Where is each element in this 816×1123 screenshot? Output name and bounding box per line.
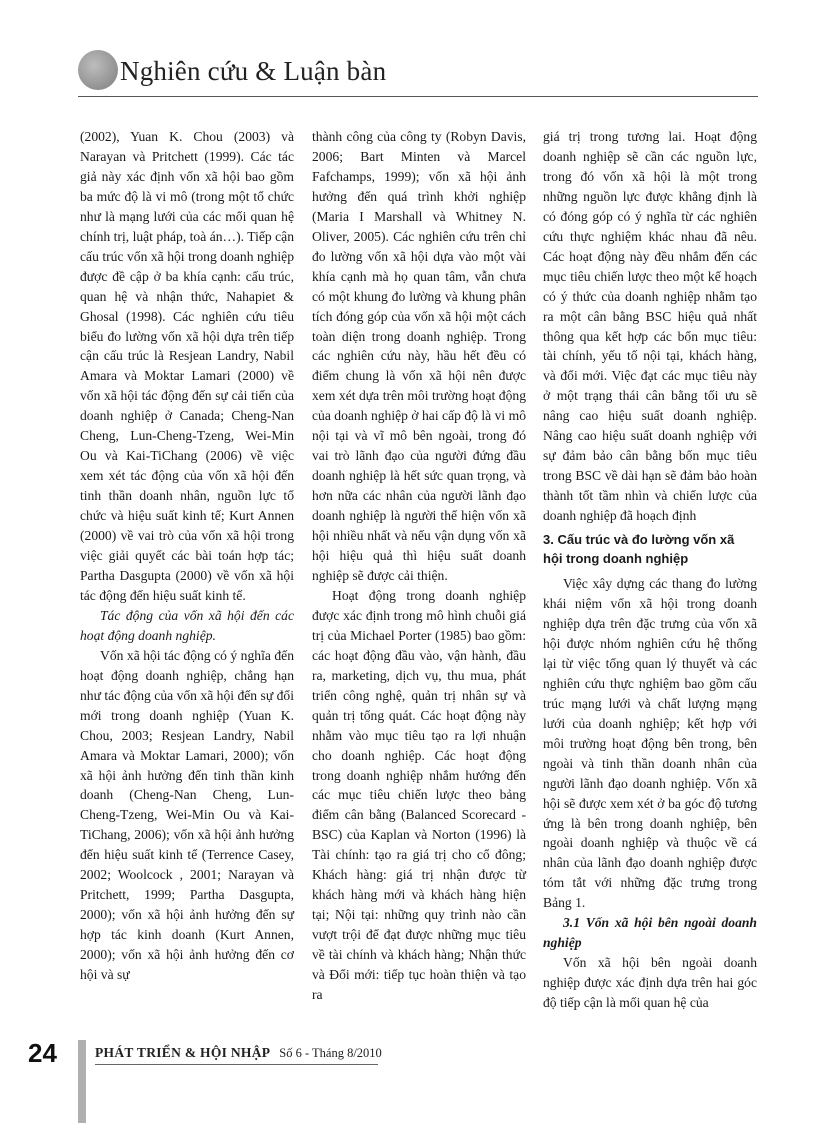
- text-column-3: [543, 127, 757, 1013]
- page-number: 24: [28, 1038, 57, 1068]
- journal-title: PHÁT TRIỂN & HỘI NHẬP: [95, 1045, 270, 1060]
- paragraph: Vốn xã hội bên ngoài doanh nghiệp được xác định dựa trên hai góc độ tiếp cận là mối quan hệ của: [543, 955, 757, 1011]
- paragraph: Hoạt động trong doanh nghiệp được xác định trong mô hình chuỗi giá trị của Michael Porter (1985) bao gồm: các hoạt động đầu vào, vận hành, đầu ra, marketing, dịch vụ, thu mua, phát triển công nghệ, quản trị nhân sự và quản trị tổng quát. Các hoạt động này nhằm vào mục tiêu tạo ra lợi nhuận cho doanh nghiệp. Các hoạt động trong doanh nghiệp nhắm hướng đến các mục tiêu chiến lược theo bảng điểm cân bằng (Balanced Scorecard - BSC) của Kaplan và Norton (1996) là Tài chính: tạo ra giá trị cho cổ đông; Khách hàng: giá trị nhận được từ khách hàng mới và khách hàng hiện tại; Nội tại: những quy trình nào cần vượt trội để đạt được những mục tiêu về tài chính và khách hàng; Nhận thức và Đổi mới: tiếp tục hoàn thiện và tạo ra: [312, 587, 526, 1002]
- section-heading: 3. Cấu trúc và đo lường vốn xã hội trong doanh nghiệp: [543, 532, 735, 567]
- header-circle-ornament: [78, 50, 118, 90]
- text-column-1: [80, 127, 294, 985]
- issue-label: Số 6 - Tháng 8/2010: [279, 1046, 382, 1060]
- header-divider: [78, 96, 758, 97]
- journal-name: [95, 1045, 382, 1061]
- footer-bar: [78, 1040, 86, 1123]
- paragraph: Vốn xã hội tác động có ý nghĩa đến hoạt động doanh nghiệp, chẳng hạn như tác động của vốn xã hội đến sự đổi mới trong doanh nghiệp (Yuan K. Chou, 2003; Resjean Landry, Nabil Amara và Moktar Lamari, 2000); vốn xã hội ảnh hưởng đến tinh thần kinh doanh (Cheng-Nan Cheng, Lun-Cheng-Tzeng, Wei-Min Ou và Kai-TiChang, 2006); vốn xã hội ảnh hưởng đến hiệu suất kinh tế (Terrence Casey, 2002; Woolcock , 2001; Narayan và Pritchett, 1999; Partha Dasgupta, 2000); vốn xã hội ảnh hưởng đến sự hợp tác kinh doanh (Kurt Annen, 2000); vốn xã hội ảnh hưởng đến cơ hội và sự: [80, 647, 294, 983]
- paragraph: Việc xây dựng các thang đo lường khái niệm vốn xã hội trong doanh nghiệp dựa trên đặc trưng của vốn xã hội được nhóm nghiên cứu hệ thống lại từ việc tổng quan lý thuyết và các nghiên cứu thực nghiệm bao gồm cấu trúc mạng lưới và chất lượng mạng lưới của doanh nghiệp; kết hợp với môi trường hoạt động bên trong, bên ngoài và tinh thần doanh nhân của người lãnh đạo doanh nghiệp. Vốn xã hội sẽ được xem xét ở ba góc độ tương ứng là bên trong doanh nghiệp, bên ngoài doanh nghiệp và thuộc về cá nhân của lãnh đạo doanh nghiệp được tóm tắt với những đặc trưng trong Bảng 1.: [543, 576, 757, 911]
- section-title: Nghiên cứu & Luận bàn: [120, 56, 387, 86]
- italic-paragraph: Tác động của vốn xã hội đến các hoạt động doanh nghiệp.: [80, 607, 294, 643]
- paragraph: giá trị trong tương lai. Hoạt động doanh nghiệp sẽ cần các nguồn lực, trong đó vốn xã hội là một trong những nguồn lực được khẳng định là có đóng góp có ý nghĩa từ các nghiên cứu thực nghiệm khác nhau đã nêu. Các hoạt động này đều nhắm đến các mục tiêu chiến lược theo một kế hoạch có ý thức của doanh nghiệp nhằm tạo ra một cân bằng BSC hiệu quả nhất thông qua kết hợp các bốn mục tiêu: tài chính, yếu tố nội tại, khách hàng, và đổi mới. Việc đạt các mục tiêu này ở một trạng thái cân bằng tối ưu sẽ nâng cao hiệu suất doanh nghiệp. Nâng cao hiệu suất doanh nghiệp với sự đảm bảo cân bằng bốn mục tiêu trong BSC về dài hạn sẽ đảm bảo hoàn thành tốt tầm nhìn và chiến lược của doanh nghiệp đã hoạch định: [543, 129, 757, 524]
- paragraph: (2002), Yuan K. Chou (2003) và Narayan và Pritchett (1999). Các tác giả này xác định vốn xã hội bao gồm ba mức độ là vi mô (trong một tổ chức như là mạng lưới của các mối quan hệ chính trị, luật pháp, toà án…). Tiếp cận cấu trúc vốn xã hội trong doanh nghiệp được đề cập ở ba khía cạnh: cấu trúc, quan hệ và nhận thức, Nahapiet & Ghosal (1998). Các nghiên cứu tiêu biểu đo lường vốn xã hội dựa trên tiếp cận cấu trúc là Resjean Landry, Nabil Amara và Moktar Lamari (2000) về vốn xã hội tác động đến sự cải tiến của doanh nghiệp ở Canada; Cheng-Nan Cheng, Lun-Cheng-Tzeng, Wei-Min Ou và Kai-TiChang (2006) về việc xem xét tác động của vốn xã hội đến tinh thần doanh nhân, nguồn lực tổ chức và hiệu suất kinh tế; Kurt Annen (2000) về vai trò của vốn xã hội trong việc giải quyết các bài toán hợp tác; Partha Dasgupta (2000) về vốn xã hội tác động đến hiệu suất kinh tế.: [80, 129, 294, 603]
- paragraph: thành công của công ty (Robyn Davis, 2006; Bart Minten và Marcel Fafchamps, 1999); vốn xã hội ảnh hưởng đến quá trình khởi nghiệp (Maria I Marshall và Whitney N. Oliver, 2005). Các nghiên cứu trên chỉ đo lường vốn xã hội dựa vào một vài khía cạnh mà họ quan tâm, vẫn chưa có một khung đo lường và khung phân tích đóng góp của vốn xã hội một cách toàn diện trong doanh nghiệp. Trong các nghiên cứu này, hầu hết đều có điểm chung là vốn xã hội nên được xem xét dựa trên môi trường hoạt động của doanh nghiệp ở hai cấp độ là vi mô nội tại và vĩ mô bên ngoài, trong đó vai trò lãnh đạo của người đứng đầu doanh nghiệp là hết sức quan trọng, và hơn nữa các nhân của người lãnh đạo doanh nghiệp là người thể hiện vốn xã hội nhiều nhất và nếu vận dụng vốn xã hội hiệu quả thì hiệu suất doanh nghiệp sẽ được cải thiện.: [312, 129, 526, 583]
- footer-divider: [95, 1064, 378, 1065]
- subsection-heading: 3.1 Vốn xã hội bên ngoài doanh nghiệp: [543, 915, 757, 951]
- text-column-2: [312, 127, 526, 1005]
